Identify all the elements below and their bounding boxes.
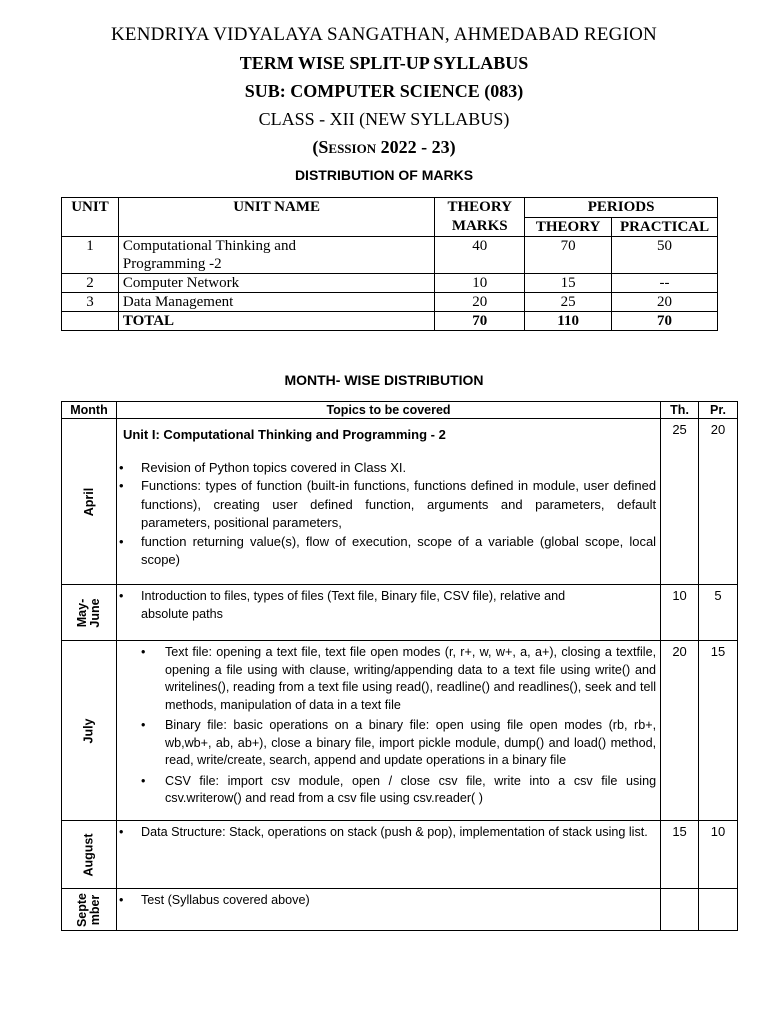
theory-marks: 10 <box>435 274 525 293</box>
topic-list <box>119 892 656 910</box>
session-title: (Session 2022 - 23) <box>312 137 456 157</box>
table-row <box>62 237 718 274</box>
topic-list <box>119 824 656 842</box>
col-theory: THEORY <box>525 217 612 237</box>
list-item: • Data Structure: Stack, operations on stack (push & pop), implementation of stack using list. <box>119 824 656 842</box>
topics-cell <box>116 821 660 889</box>
monthwise-heading: MONTH- WISE DISTRIBUTION <box>284 372 484 388</box>
topic-list <box>119 588 656 623</box>
col-unit-name: UNIT NAME <box>118 198 434 237</box>
month-row-july <box>62 641 738 821</box>
topic-list <box>119 644 656 808</box>
col-th: Th. <box>661 402 699 419</box>
practical-periods: 15 <box>699 641 738 821</box>
practical-periods: 20 <box>612 293 718 312</box>
month-label: August <box>81 832 96 877</box>
unit-name: Data Management <box>118 293 434 312</box>
col-pr: Pr. <box>699 402 738 419</box>
month-row-september <box>62 889 738 931</box>
practical-periods: 50 <box>612 237 718 274</box>
unit-number: 3 <box>62 293 119 312</box>
theory-periods: 15 <box>525 274 612 293</box>
total-row <box>62 312 718 331</box>
month-cell <box>62 889 117 931</box>
list-item: • Binary file: basic operations on a binary file: open using file open modes (rb, rb+, wb,wb+, ab, ab+), close a binary file, import pickle module, dump() and load() method, read, write/create, search, append and update operations in a binary file <box>119 717 656 770</box>
unit-number: 2 <box>62 274 119 293</box>
month-cell <box>62 821 117 889</box>
topics-cell <box>116 889 660 931</box>
list-item: • Functions: types of function (built-in functions, functions defined in module, user defined functions), creating user defined function, arguments and parameters, default parameters, positional parameters, <box>119 477 656 533</box>
month-label: May-June <box>74 597 102 628</box>
month-cell <box>62 641 117 821</box>
monthwise-table <box>61 401 738 931</box>
month-label: Septe mber <box>74 892 102 927</box>
theory-marks: 20 <box>435 293 525 312</box>
topics-cell <box>116 585 660 641</box>
month-cell <box>62 585 117 641</box>
month-label: April <box>81 487 96 516</box>
total-label: TOTAL <box>118 312 434 331</box>
theory-periods: 10 <box>661 585 699 641</box>
col-periods: PERIODS <box>525 198 718 218</box>
topics-cell <box>116 641 660 821</box>
month-label: July <box>81 717 96 744</box>
list-item: • function returning value(s), flow of execution, scope of a variable (global scope, local scope) <box>119 533 656 570</box>
practical-periods: 20 <box>699 419 738 585</box>
total-marks: 70 <box>435 312 525 331</box>
col-theory-marks: THEORY MARKS <box>435 198 525 237</box>
theory-periods: 15 <box>661 821 699 889</box>
marks-heading: DISTRIBUTION OF MARKS <box>294 167 474 183</box>
table-row <box>62 293 718 312</box>
theory-periods <box>661 889 699 931</box>
list-item: • Test (Syllabus covered above) <box>119 892 656 910</box>
list-item: • Text file: opening a text file, text file open modes (r, r+, w, w+, a, a+), closing a textfile, opening a file using with clause, writing/appending data to a text file using write() and writelines(), reading from a text file using read(), readline() and readlines(), seek and tell methods, manipulation of data in a text file <box>119 644 656 714</box>
unit-name: Computer Network <box>118 274 434 293</box>
month-row-may-june <box>62 585 738 641</box>
total-theory: 110 <box>525 312 612 331</box>
month-cell <box>62 419 117 585</box>
subject-title: SUB: COMPUTER SCIENCE (083) <box>244 81 524 101</box>
theory-periods: 20 <box>661 641 699 821</box>
col-topics: Topics to be covered <box>116 402 660 419</box>
col-unit: UNIT <box>62 198 119 237</box>
practical-periods: 5 <box>699 585 738 641</box>
class-title: CLASS - XII (NEW SYLLABUS) <box>258 109 510 129</box>
month-row-august <box>62 821 738 889</box>
month-row-april <box>62 419 738 585</box>
table-row <box>62 274 718 293</box>
practical-periods <box>699 889 738 931</box>
topic-list <box>119 459 656 570</box>
unit-title: Unit I: Computational Thinking and Programming - 2 <box>122 427 446 442</box>
total-practical: 70 <box>612 312 718 331</box>
col-month: Month <box>62 402 117 419</box>
theory-marks: 40 <box>435 237 525 274</box>
theory-periods: 70 <box>525 237 612 274</box>
list-item: • CSV file: import csv module, open / close csv file, write into a csv file using csv.writerow() and read from a csv file using csv.reader( ) <box>119 773 656 808</box>
theory-periods: 25 <box>525 293 612 312</box>
practical-periods: -- <box>612 274 718 293</box>
col-practical: PRACTICAL <box>612 217 718 237</box>
unit-number: 1 <box>62 237 119 274</box>
marks-table <box>61 197 718 331</box>
doc-title: TERM WISE SPLIT-UP SYLLABUS <box>239 53 529 73</box>
list-item: • Revision of Python topics covered in Class XI. <box>119 459 656 478</box>
theory-periods: 25 <box>661 419 699 585</box>
list-item: • Introduction to files, types of files (Text file, Binary file, CSV file), relative and absolute paths <box>119 588 656 623</box>
practical-periods: 10 <box>699 821 738 889</box>
topics-cell <box>116 419 660 585</box>
unit-name: Computational Thinking and Programming -2 <box>118 237 434 274</box>
org-title: KENDRIYA VIDYALAYA SANGATHAN, AHMEDABAD REGION <box>111 24 657 45</box>
